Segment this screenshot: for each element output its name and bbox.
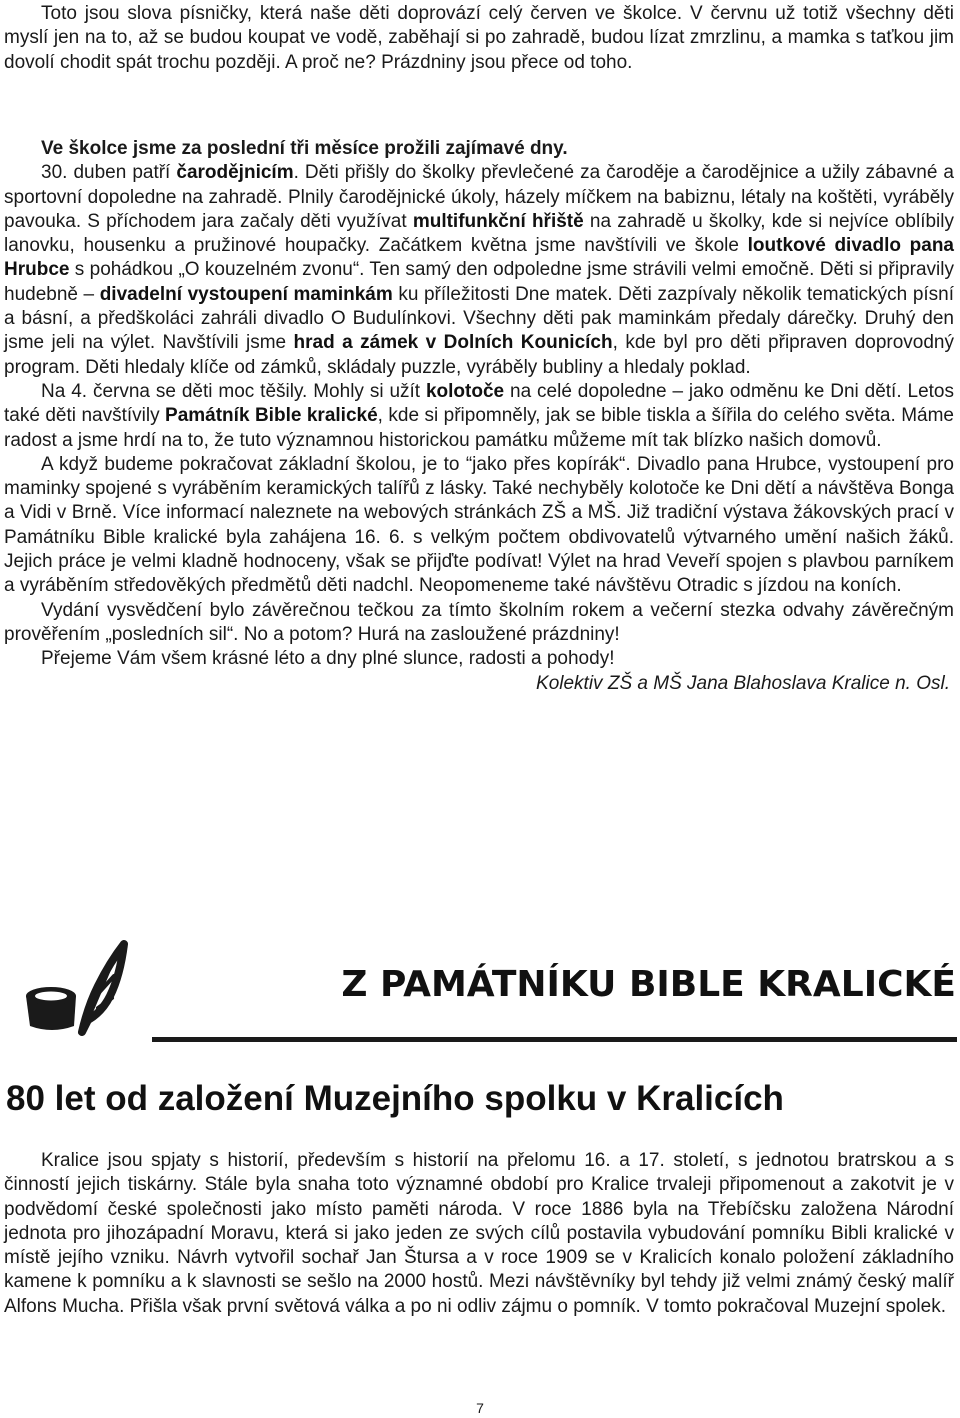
report-paragraph-4: Vydání vysvědčení bylo závěrečnou tečkou za tímto školním rokem a večerní stezka odvahy závěrečným prověřením „posledních sil“. No a potom? Hurá na zasloužené prázdniny! xyxy=(4,599,954,645)
intro-paragraph: Toto jsou slova písničky, která naše děti doprovází celý červen ve školce. V červnu už totiž všechny děti myslí jen na to, až se budou koupat ve vodě, zaběhají si po zahradě, budou lízat zmrzlinu, a mamka s taťkou jim dovolí chodit spát trochu později. A proč ne? Prázdniny jsou přece od toho. xyxy=(4,3,954,73)
article-body xyxy=(4,1149,954,1319)
report-heading: Ve školce jsme za poslední tři měsíce prožili zajímavé dny. xyxy=(41,138,568,159)
section-divider xyxy=(152,1037,957,1042)
school-report xyxy=(4,137,954,696)
article-title: 80 let od založení Muzejního spolku v Kralicích xyxy=(6,1079,784,1118)
report-paragraph-5: Přejeme Vám všem krásné léto a dny plné slunce, radosti a pohody! xyxy=(41,648,615,670)
report-paragraph-2: Na 4. června se děti moc těšily. Mohly si užít kolotoče na celé dopoledne – jako odměnu ke Dni dětí. Letos také děti navštívily Památník Bible kralické, kde si připomněly, jak se bible tiskla a šířila do celého světa. Máme radost a jsme hrdí na to, že tuto významnou historickou památku můžeme mít tak blízko našich domovů. xyxy=(4,380,954,451)
report-signature: Kolektiv ZŠ a MŠ Jana Blahoslava Kralice n. Osl. xyxy=(536,672,950,694)
report-paragraph-1: 30. duben patří čarodějnicím. Děti přišly do školky převlečené za čaroděje a čarodějnice a užily zábavné a sportovní dopoledne na zahradě. Plnily čarodějnické úkoly, házely míčkem na babiznu, létaly na koštěti, vyráběly pavouka. S příchodem jara začaly děti využívat multifunkční hřiště na zahradě u školky, kde si nejvíce oblíbily lanovku, housenku a pružinové houpačky. Začátkem května jsme navštívili ve škole loutkové divadlo pana Hrubce s pohádkou „O kouzelném zvonu“. Ten samý den odpoledne jsme strávili velmi emočně. Děti si připravily hudebně – divadelní vystoupení maminkám ku příležitosti Dne matek. Děti zazpívaly několik tematických písní a básní, a předškoláci zahráli divadlo O Budulínkovi. Všechny děti pak maminkám předaly dárečky. Druhý den jsme jeli na výlet. Navštívili jsme hrad a zámek v Dolních Kounicích, kde byl pro děti připraven doprovodný program. Děti hledaly klíče od zámků, skládaly puzzle, vyráběly bubliny a hledaly poklad. xyxy=(4,162,955,378)
report-paragraph-3: A když budeme pokračovat základní školou, je to “jako přes kopírák“. Divadlo pana Hrubce, vystoupení pro maminky spojené s vyráběním keramických talířů z lásky. Také nechyběly kolotoče ke Dni dětí a návštěva Bonga a Vidi v Brně. Více informací naleznete na webových stránkách ZŠ a MŠ. Již tradiční výstava žákovských prací v Památníku Bible kralické byla zahájena 16. 6. s velkým počtem obdivovatelů výtvarného umění našich žáků. Jejich práce je velmi kladně hodnoceny, však se přijďte podívat! Výlet na hrad Veveří spojen s plavbou parníkem a vyráběním středověkých předmětů děti nadchl. Neopomeneme také návštěvu Otradic s jízdou na koních. xyxy=(4,453,954,597)
section-title: Z PAMÁTNÍKU BIBLE KRALICKÉ xyxy=(341,964,956,1005)
inkwell-quill-icon xyxy=(18,936,128,1036)
intro-section xyxy=(4,2,954,75)
article-paragraph: Kralice jsou spjaty s historií, především s historií na přelomu 16. a 17. století, s jednotou bratrskou a s činností jejich tiskárny. Stále byla snaha toto významné období pro Kralice trvaleji připomenout a zakotvit je v podvědomí české společnosti jako místo paměti národa. V roce 1886 byla na Třebíčsku založena Národní jednota pro jihozápadní Moravu, která si jako jeden ze svých cílů postavila vybudování pomníku Bibli kralické v místě jejího vzniku. Návrh vytvořil sochař Jan Štursa a v roce 1909 se v Kralicích konalo položení základního kamene k pomníku a k slavnosti se sešlo na 2000 hostů. Mezi návštěvníky byl tehdy již velmi známý český malíř Alfons Mucha. Přišla však první světová válka a po ni odliv zájmu o pomník. V tomto pokračoval Muzejní spolek. xyxy=(4,1150,954,1317)
page-number: 7 xyxy=(476,1400,484,1416)
